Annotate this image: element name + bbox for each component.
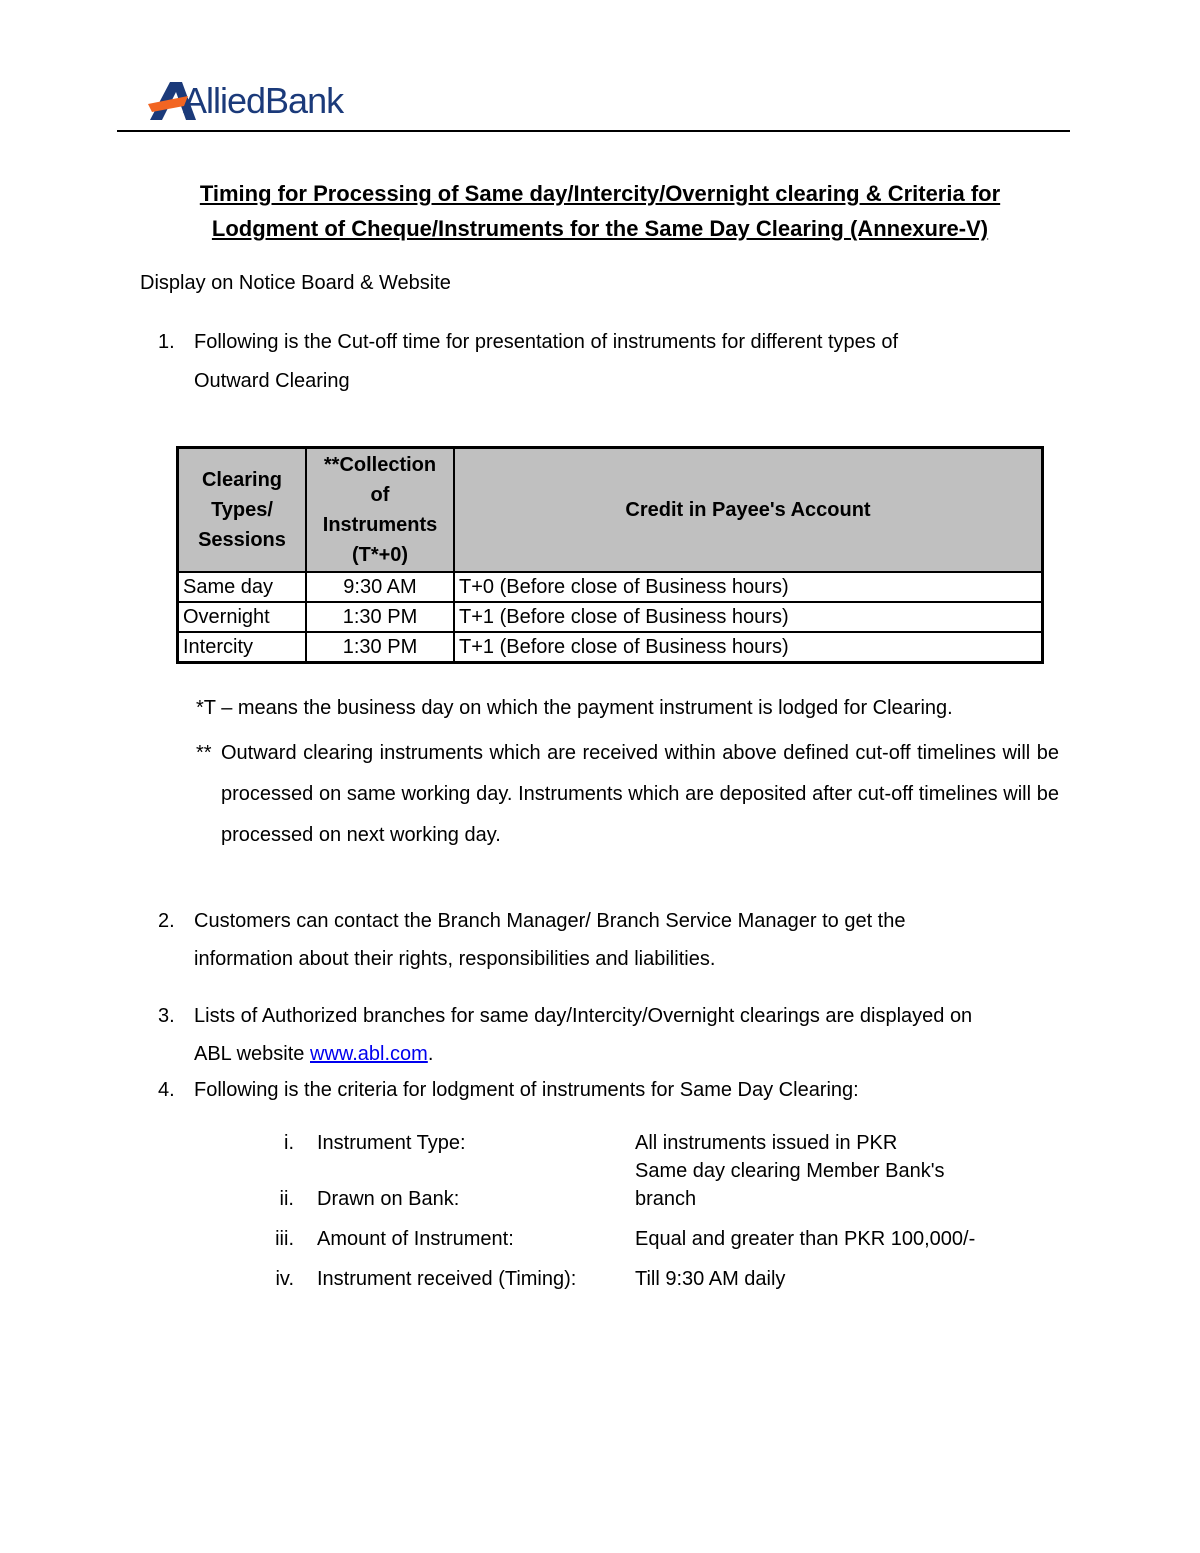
header-rule — [117, 130, 1070, 132]
item-2-line-1: Customers can contact the Branch Manager/ Branch Service Manager to get the — [194, 910, 906, 932]
star-marker: ** — [196, 742, 212, 764]
title-line-1: Timing for Processing of Same day/Intercity/Overnight clearing & Criteria for — [199, 181, 1001, 206]
criteria-value-line-1: Same day clearing Member Bank's — [635, 1160, 945, 1182]
item-4-line-1: Following is the criteria for lodgment of instruments for Same Day Clearing: — [194, 1079, 859, 1101]
item-number: 1. — [158, 331, 175, 353]
cell-credit: T+0 (Before close of Business hours) — [454, 572, 1043, 602]
criteria-number: iii. — [275, 1228, 294, 1250]
item-number: 3. — [158, 1005, 175, 1027]
cell-session: Overnight — [178, 602, 307, 632]
item-3-line-1: Lists of Authorized branches for same day/Intercity/Overnight clearings are displayed on — [194, 1005, 973, 1027]
criteria-value: Equal and greater than PKR 100,000/- — [635, 1228, 976, 1250]
header-collection: **Collection of Instruments (T*+0) — [306, 448, 454, 573]
cell-session: Intercity — [178, 632, 307, 663]
criteria-number: iv. — [275, 1268, 294, 1290]
title-line-2: Lodgment of Cheque/Instruments for the Same Day Clearing (Annexure-V) — [211, 216, 989, 241]
criteria-value: All instruments issued in PKR — [635, 1132, 898, 1154]
star-footnote: Outward clearing instruments which are received within above defined cut-off timelines will be processed on same working day. Instruments which are deposited after cut-off timelines will be processed on next working day. — [221, 742, 1059, 846]
table-row — [178, 572, 1043, 602]
header-clearing-types: Clearing Types/ Sessions — [178, 448, 307, 573]
criteria-value: Till 9:30 AM daily — [635, 1268, 786, 1290]
cell-session: Same day — [178, 572, 307, 602]
item-1-line-2: Outward Clearing — [194, 370, 350, 392]
criteria-label: Instrument received (Timing): — [317, 1268, 577, 1290]
table-row — [178, 632, 1043, 663]
cell-credit: T+1 (Before close of Business hours) — [454, 602, 1043, 632]
item-2-line-2: information about their rights, responsibilities and liabilities. — [194, 948, 716, 970]
item-number: 4. — [158, 1079, 175, 1101]
criteria-label: Amount of Instrument: — [317, 1228, 514, 1250]
t-footnote: *T – means the business day on which the payment instrument is lodged for Clearing. — [196, 697, 953, 719]
cell-time: 9:30 AM — [306, 572, 454, 602]
cell-credit: T+1 (Before close of Business hours) — [454, 632, 1043, 663]
cell-time: 1:30 PM — [306, 632, 454, 663]
brand-name: AlliedBank — [183, 80, 344, 121]
table-row — [178, 602, 1043, 632]
clearing-timing-table — [176, 446, 1044, 664]
item-1-line-1: Following is the Cut-off time for presentation of instruments for different types of — [194, 331, 899, 353]
item-number: 2. — [158, 910, 175, 932]
cell-time: 1:30 PM — [306, 602, 454, 632]
criteria-number: i. — [284, 1132, 294, 1154]
criteria-value-line-2: branch — [635, 1188, 697, 1210]
page-title — [150, 176, 1050, 246]
abl-website-link[interactable]: www.abl.com — [310, 1043, 428, 1065]
table-header-row — [178, 448, 1043, 573]
display-note: Display on Notice Board & Website — [140, 272, 451, 294]
item-3-line-2: ABL website www.abl.com. — [194, 1043, 434, 1065]
criteria-label: Drawn on Bank: — [317, 1188, 460, 1210]
criteria-label: Instrument Type: — [317, 1132, 466, 1154]
criteria-number: ii. — [279, 1188, 294, 1210]
header-credit: Credit in Payee's Account — [454, 448, 1043, 573]
